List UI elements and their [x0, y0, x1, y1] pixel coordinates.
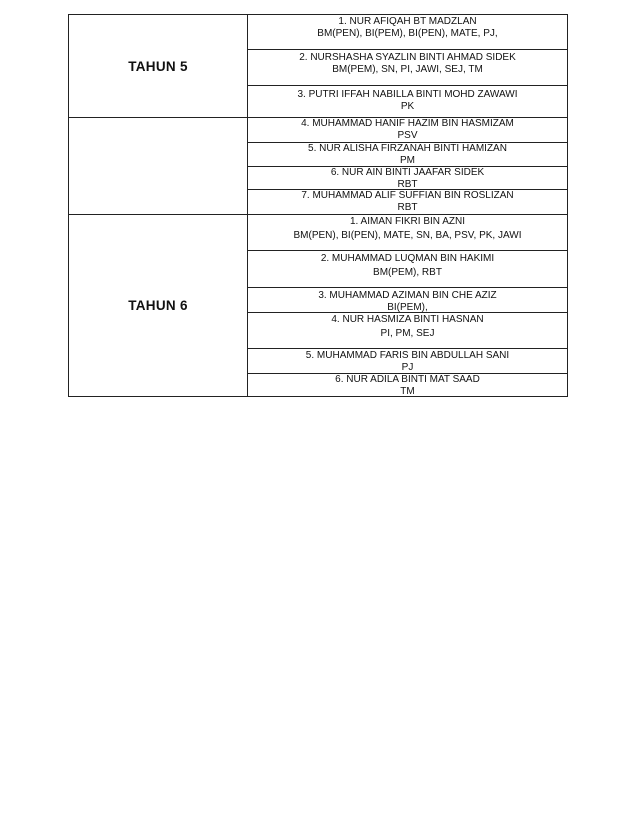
- year-column: [69, 15, 248, 396]
- student-entry: [248, 143, 567, 167]
- subject-assignment-table: [68, 14, 568, 397]
- row-divider: [248, 49, 567, 50]
- student-subjects: TM: [400, 386, 415, 397]
- student-name: 4. NUR HASMIZA BINTI HASNAN: [331, 314, 484, 325]
- student-subjects: RBT: [397, 179, 418, 190]
- student-name: 3. PUTRI IFFAH NABILLA BINTI MOHD ZAWAWI: [297, 89, 518, 100]
- student-entry: [248, 89, 567, 113]
- student-subjects: PI, PM, SEJ: [380, 328, 435, 339]
- student-entry: [248, 314, 567, 340]
- student-entry: [248, 118, 567, 142]
- student-subjects: BM(PEN), BI(PEN), MATE, SN, BA, PSV, PK, JAWI: [293, 230, 522, 241]
- year-cell-tahun-6: [69, 214, 247, 397]
- student-subjects: BM(PEM), SN, PI, JAWI, SEJ, TM: [332, 64, 483, 75]
- student-name: 1. AIMAN FIKRI BIN AZNI: [349, 216, 466, 227]
- student-subjects: BM(PEN), BI(PEM), BI(PEN), MATE, PJ,: [317, 28, 498, 39]
- row-divider: [248, 250, 567, 251]
- student-name: 4. MUHAMMAD HANIF HAZIM BIN HASMIZAM: [301, 118, 514, 129]
- year-cell-tahun-5: [69, 15, 247, 117]
- student-entry: [248, 216, 567, 242]
- student-entry: [248, 350, 567, 374]
- row-divider: [248, 214, 567, 215]
- student-entry: [248, 190, 567, 214]
- student-name: 5. NUR ALISHA FIRZANAH BINTI HAMIZAN: [308, 143, 507, 154]
- row-divider: [248, 287, 567, 288]
- student-entry: [248, 374, 567, 398]
- year-label: TAHUN 6: [128, 298, 188, 313]
- student-subjects: BM(PEM), RBT: [373, 267, 442, 278]
- row-divider: [248, 312, 567, 313]
- student-entry: [248, 167, 567, 191]
- student-name: 7. MUHAMMAD ALIF SUFFIAN BIN ROSLIZAN: [301, 190, 514, 201]
- student-entry: [248, 290, 567, 314]
- student-name: 2. NURSHASHA SYAZLIN BINTI AHMAD SIDEK: [299, 52, 516, 63]
- student-column: [248, 15, 567, 396]
- student-subjects: BI(PEM),: [387, 302, 428, 313]
- student-name: 6. NUR ADILA BINTI MAT SAAD: [335, 374, 480, 385]
- student-entry: [248, 16, 567, 40]
- year-cell-blank: [69, 117, 247, 214]
- student-subjects: PM: [400, 155, 415, 166]
- student-name: 3. MUHAMMAD AZIMAN BIN CHE AZIZ: [318, 290, 497, 301]
- student-name: 2. MUHAMMAD LUQMAN BIN HAKIMI: [320, 253, 495, 264]
- student-subjects: PJ: [401, 362, 414, 373]
- student-subjects: RBT: [397, 202, 418, 213]
- student-entry: [248, 52, 567, 76]
- student-name: 6. NUR AIN BINTI JAAFAR SIDEK: [330, 167, 485, 178]
- row-divider: [248, 85, 567, 86]
- student-subjects: PK: [400, 101, 415, 112]
- year-label: TAHUN 5: [128, 58, 188, 74]
- student-subjects: PSV: [397, 130, 418, 141]
- row-divider: [248, 348, 567, 349]
- student-name: 1. NUR AFIQAH BT MADZLAN: [338, 16, 477, 27]
- student-entry: [248, 253, 567, 279]
- student-name: 5. MUHAMMAD FARIS BIN ABDULLAH SANI: [305, 350, 510, 361]
